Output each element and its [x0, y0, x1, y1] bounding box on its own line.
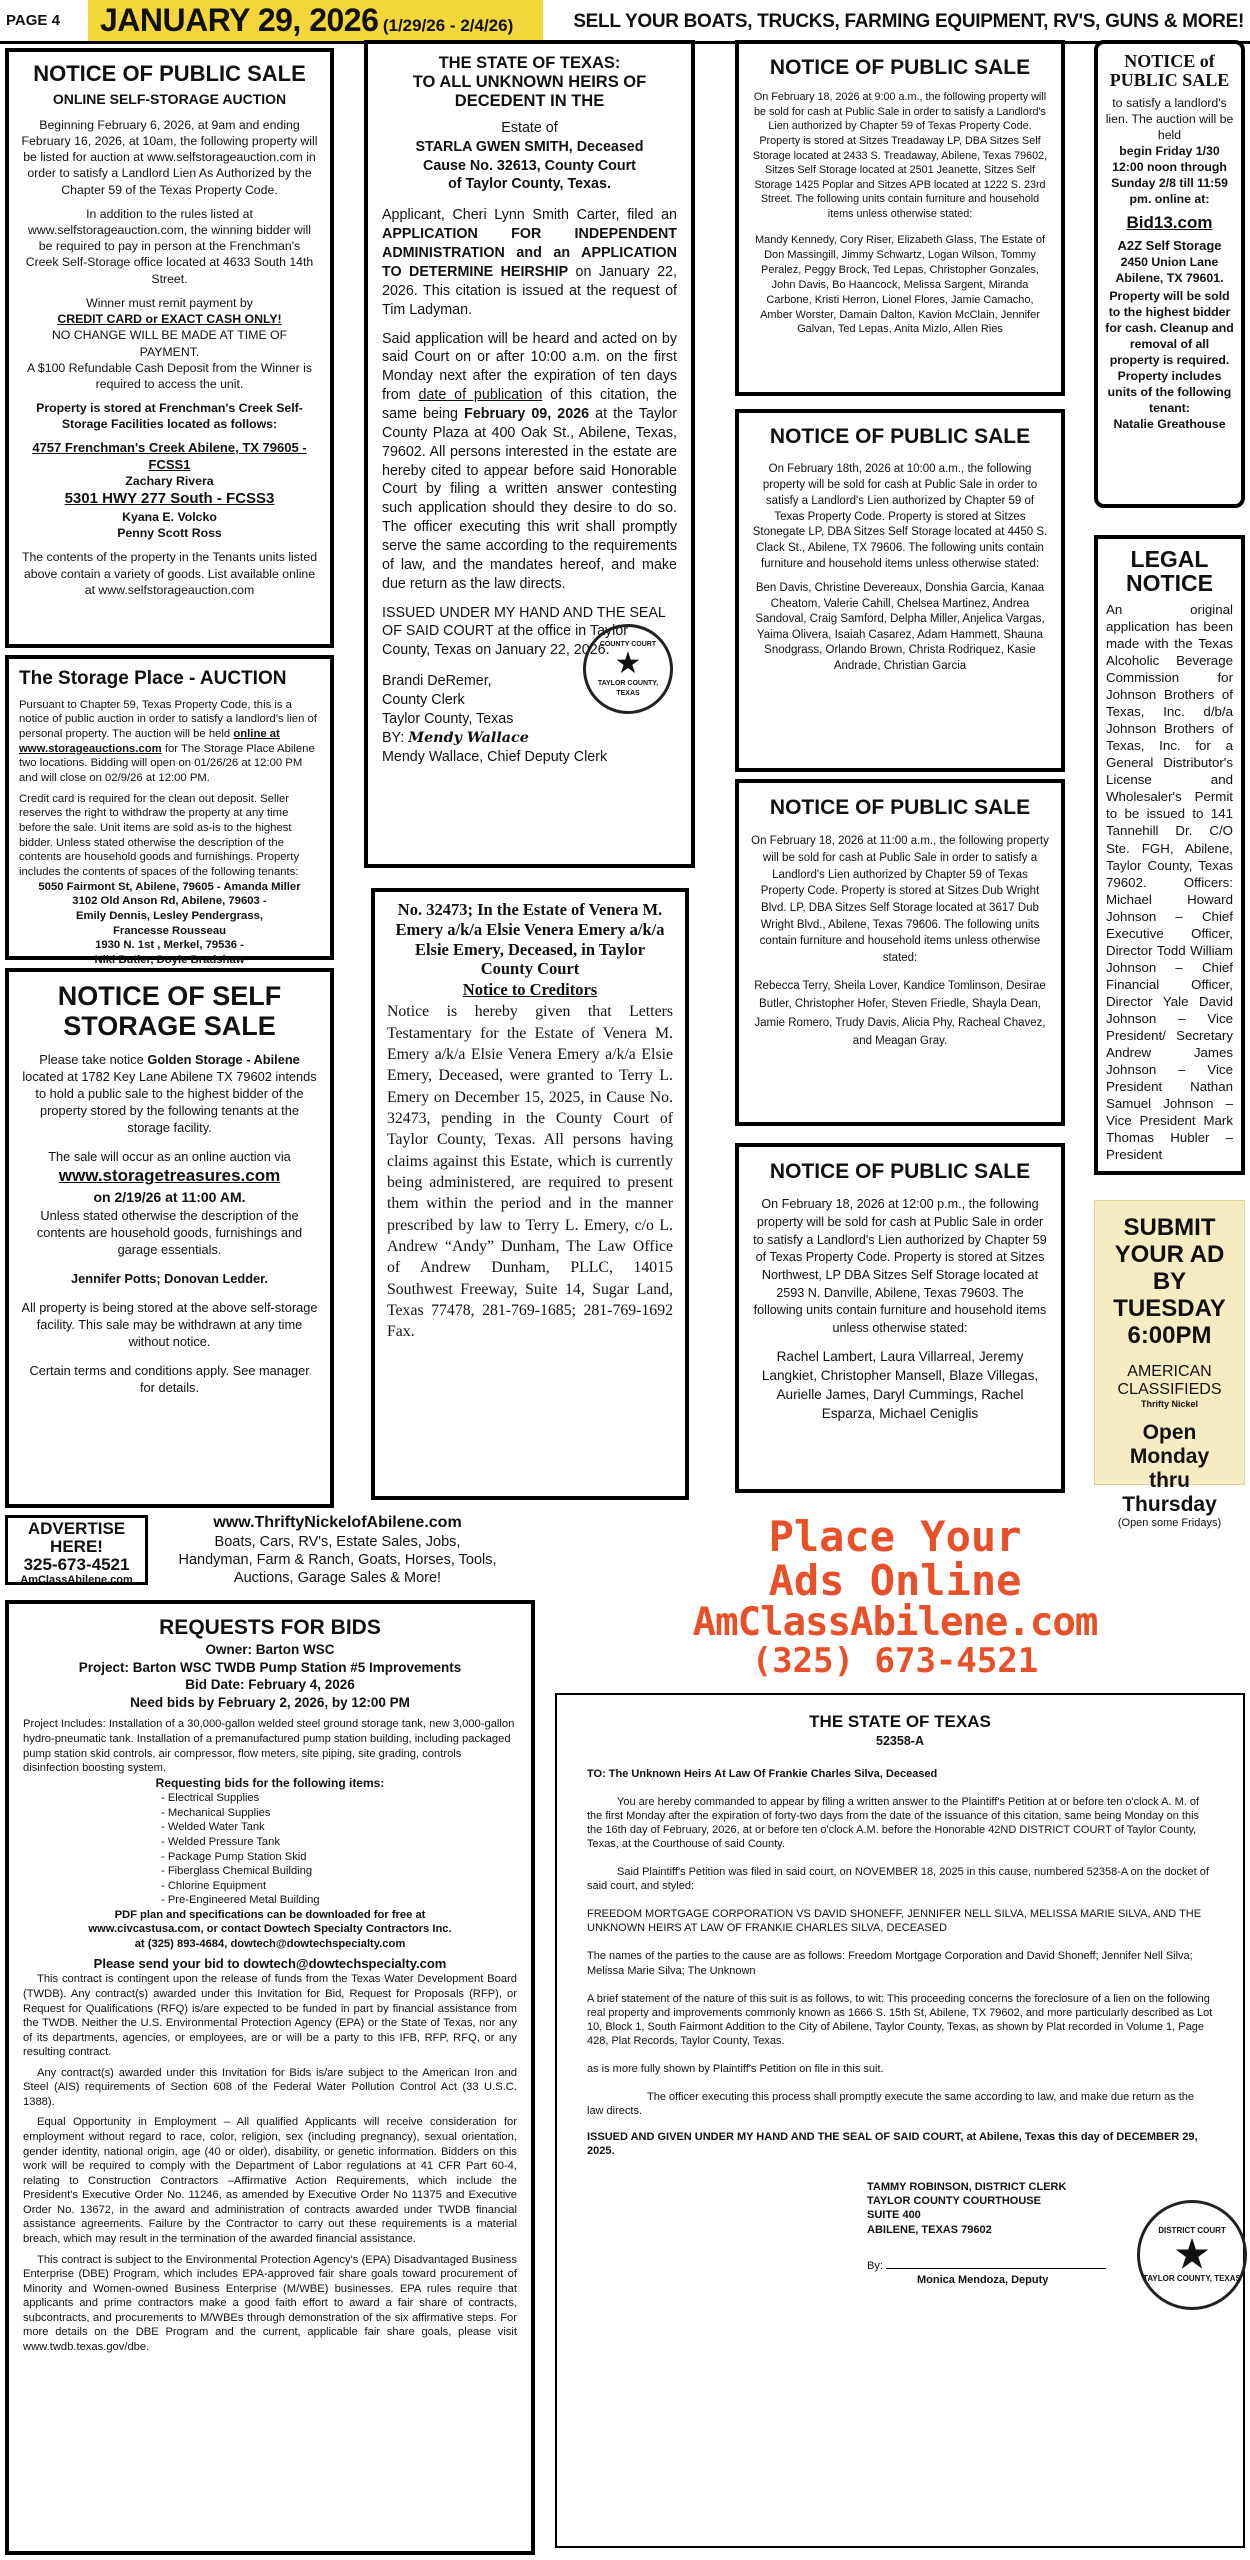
- paragraph: Unless stated otherwise the description of the contents are household goods, furnishings and garage essentials.: [36, 1207, 303, 1257]
- promo-text: TUESDAY: [1113, 1294, 1226, 1322]
- paragraph: Equal Opportunity in Employment – All qualified Applicants will receive consideration for employment without regard to race, color, religion, sex (including pregnancy), sexual orientation, gender identity, national origin, age (40 or older), disability, or genetic information. Bidders on this work will be required to comply with the Department of Labor regulations at 41 CFR Part 60-4, relating to Construction Contractors –Affirmative Action Requirements, which include the President's Executive Order No. 11246, as amended by Executive Order No 11375 and Executive Order No. 13672, in the award and administration of contracts awarded under TWDB financial assistance agreements. Failure by the Contractor to carry out these requirements is a material breach, which may result in the termination of the awarded financial assistance.: [23, 2116, 517, 2245]
- notice-selfstorage-auction: [5, 48, 334, 648]
- paragraph: Notice is hereby given that Letters Testamentary for the Estate of Venera M. Emery a/k/a Elsie Venera Emery a/k/a Elsie Emery, Deceased, were granted to Terry L. Emery on December 15, 2025, in Cause No. 32473, pending in the County Court of Taylor County, Texas. All persons having claims against this Estate, which is currently being administered, are required to present them within the period and in the manner prescribed by law to Terry L. Emery, c/o L. Andrew “Andy” Dunham, The Law Office of Andrew Dunham, PLLC, 14015 Southwest Freeway, Suite 14, Sugar Land, Texas 77478, 281-769-1685; 281-769-1692 Fax.: [387, 1003, 673, 1341]
- clerk-address: TAYLOR COUNTY COURTHOUSE: [867, 2195, 1041, 2208]
- advertise-site: AmClassAbilene.com: [20, 1574, 133, 1587]
- citation-heading: TO ALL UNKNOWN HEIRS OF DECEDENT IN THE: [412, 72, 647, 110]
- list-item: - Welded Pressure Tank: [161, 1836, 280, 1849]
- case-style: FREEDOM MORTGAGE CORPORATION VS DAVID SHONEFF, JENNIFER NELL SILVA, MELISSA MARIE SILVA, AND THE UNKNOWN HEIRS AT LAW OF FRANKIE CHARLES SILVA, DECEASED: [587, 1908, 1202, 1935]
- estate-label: Estate of: [501, 119, 558, 136]
- promo-hours: thru Thursday: [1122, 1469, 1217, 1517]
- clerk-title: County Clerk: [382, 691, 465, 708]
- bid-docs-info: PDF plan and specifications can be downloaded for free at: [114, 1908, 426, 1921]
- deputy-name: Monica Mendoza, Deputy: [917, 2273, 1049, 2286]
- issue-range: (1/29/26 - 2/4/26): [382, 16, 514, 35]
- location: 5301 HWY 277 South - FCSS3: [64, 490, 275, 508]
- thrifty-text: Auctions, Garage Sales & More!: [233, 1570, 442, 1587]
- list-item: - Package Pump Station Skid: [161, 1850, 307, 1863]
- seal-text: DISTRICT COURT: [1158, 2226, 1226, 2236]
- notice-subtitle: ONLINE SELF-STORAGE AUCTION: [52, 91, 287, 108]
- star-icon: ★: [614, 647, 642, 681]
- payment-requirement: CREDIT CARD or EXACT CASH ONLY!: [57, 312, 282, 327]
- promo-website: AmClassAbilene.com: [692, 1600, 1098, 1646]
- bid-submission: Please send your bid to dowtech@dowtechspecialty.com: [93, 1955, 447, 1971]
- paragraph: On February 18, 2026 at 12:00 p.m., the following property will be sold for cash at Public Sale in order to satisfy a Landlord's Lien authorized by Chapter 59 of Texas Property Code. Property is stored at Sitzes Northwest, LP DBA Sitzes Self Storage located at 2593 N. Danville, Abilene, Texas 79603. The following units contain furniture and household items unless otherwise stated:: [753, 1197, 1047, 1335]
- paragraph: Property will be sold to the highest bidder for cash. Cleanup and removal of all property is required. Property includes units of the following tenant:: [1105, 288, 1234, 415]
- paragraph: The names of the parties to the cause are as follows: Freedom Mortgage Corporation and David Shoneff; Jennifer Nell Silva; Melissa Marie Silva; The Unknown: [587, 1950, 1193, 1977]
- clerk-address: ABILENE, TEXAS 79602: [867, 2223, 992, 2236]
- tenant-name: Kyana E. Volcko: [122, 509, 217, 524]
- paragraph: of this citation, the same being: [382, 387, 677, 422]
- tenant-names: Ben Davis, Christine Devereaux, Donshia Garcia, Kanaa Cheatom, Valerie Cahill, Chelsea Martinez, Andrea Sandoval, Craig Samford, Delpha Miller, Anjelica Vargas, Yaima Olivera, Isaiah Casarez, Adam Hammett, Shauna Snodgrass, Orlando Brown, Christa Rodriquez, Kasie Andrade, Christian Garcia: [755, 581, 1045, 672]
- notice-title: NOTICE OF PUBLIC SALE: [769, 1160, 1031, 1183]
- estate-name: STARLA GWEN SMITH, Deceased: [415, 138, 644, 155]
- hearing-date: February 09, 2026: [464, 405, 590, 422]
- submit-ad-promo: [1094, 1200, 1245, 1530]
- facility-name: Golden Storage - Abilene: [147, 1052, 300, 1068]
- promo-brand: AMERICAN: [1127, 1363, 1212, 1381]
- paragraph: Winner must remit payment by: [86, 295, 253, 310]
- paragraph: located at 1782 Key Lane Abilene TX 79602 intends to hold a public sale to the highest bidder of the property stored by the following tenants at the storage facility.: [22, 1069, 317, 1136]
- facility-address: 2450 Union Lane Abilene, TX 79601.: [1115, 254, 1224, 285]
- bid-items-heading: Requesting bids for the following items:: [155, 1775, 385, 1790]
- paragraph: On February 18th, 2026 at 10:00 a.m., the following property will be sold for cash at Public Sale in order to satisfy a Landlord's Lien authorized by Chapter 59 of Texas Property Code. Property is stored at Sitzes Stonegate LP, DBA Sitzes Self Storage located at 4450 S. Clack St., Abilene, TX 79606. The following units contain furniture and household items unless otherwise stated:: [752, 462, 1048, 571]
- paragraph: You are hereby commanded to appear by filing a written answer to the Plaintiff's Petition at or before ten o'clock A. M. of the first Monday after the expiration of forty-two days from the date of the issuance of this citation, same being Monday on this the 16th day of February, 2026, at or before ten o'clock A.M. before the Honorable 42ND DISTRICT COURT of Taylor County, Texas, at the Courthouse of said County.: [587, 1795, 1200, 1851]
- promo-text: 6:00PM: [1127, 1321, 1212, 1349]
- thrifty-text: Boats, Cars, RV's, Estate Sales, Jobs,: [214, 1534, 461, 1550]
- sale-date: on 2/19/26 at 11:00 AM.: [93, 1189, 246, 1206]
- cause-number: Cause No. 32613, County Court: [423, 157, 636, 174]
- promo-hours-note: (Open some Fridays): [1117, 1517, 1222, 1530]
- paragraph: A $100 Refundable Cash Deposit from the Winner is required to access the unit.: [26, 360, 313, 391]
- thrifty-text: Handyman, Farm & Ranch, Goats, Horses, Tools,: [178, 1552, 497, 1569]
- issued-statement: ISSUED AND GIVEN UNDER MY HAND AND THE SEAL OF SAID COURT, at Abilene, Texas this day of DECEMBER 29, 2025.: [587, 2131, 1198, 2158]
- paragraph: on January 22, 2026. This citation is issued at the request of Tim Ladyman.: [382, 263, 677, 318]
- advertise-text: ADVERTISE: [27, 1519, 126, 1538]
- notice-title: NOTICE OF PUBLIC SALE: [769, 56, 1031, 79]
- location: 5050 Fairmont St, Abilene, 79605 - Amanda Miller: [38, 880, 301, 893]
- tenant-name: Penny Scott Ross: [117, 526, 222, 541]
- bid-docs-info: at (325) 893-4684, dowtech@dowtechspecialty.com: [134, 1937, 406, 1950]
- list-item: - Welded Water Tank: [161, 1821, 265, 1834]
- clerk-address: SUITE 400: [867, 2209, 921, 2222]
- cause-number: 52358-A: [876, 1733, 924, 1748]
- bid-docs-info: www.civcastusa.com, or contact Dowtech Specialty Contractors Inc.: [88, 1923, 452, 1936]
- notice-state-of-texas-silva: [555, 1693, 1245, 2548]
- advertise-phone: 325-673-4521: [23, 1554, 130, 1574]
- thrifty-url: www.ThriftyNickelofAbilene.com: [213, 1514, 462, 1531]
- paragraph: NO CHANGE WILL BE MADE AT TIME OF PAYMENT.: [51, 328, 288, 359]
- auction-url: online at www.storageauctions.com: [19, 728, 280, 755]
- paragraph: This contract is subject to the Environmental Protection Agency's (EPA) Disadvantaged Business Enterprise (DBE) Program, which includes EPA-approved fair share goals toward procurement of Minority and Women-owned Business Enterprise (M/WBE) businesses. EPA rules require that applicants and prime contractors make a good faith effort to award a fair share of contracts, subcontracts, and procurements to M/WBEs through demonstration of the six affirmative steps. For more details on the DBE Program and the current, applicable fair share goals, please visit www.twdb.texas.gov/dbe.: [23, 2253, 517, 2353]
- paragraph: ISSUED UNDER MY HAND AND THE SEAL OF SAID COURT at the office in Taylor County, Texas on January 22, 2026.: [382, 604, 666, 659]
- seal-text: TAYLOR COUNTY, TEXAS: [1143, 2274, 1241, 2284]
- paragraph: Credit card is required for the clean out deposit. Seller reserves the right to withdraw the property at any time before the sale. Unit items are sold as-is to the highest bidder. Unless stated otherwise the description of the contents are household goods and furnishings. Property includes the contents of spaces of the following tenants:: [19, 792, 300, 879]
- notice-state-of-texas-smith: [364, 40, 695, 868]
- by-label: By:: [867, 2259, 883, 2272]
- tenant-name: Zachary Rivera: [125, 473, 214, 488]
- header-tagline: SELL YOUR BOATS, TRUCKS, FARMING EQUIPMENT, RV'S, GUNS & MORE!: [573, 11, 1244, 32]
- list-item: - Fiberglass Chemical Building: [161, 1865, 313, 1878]
- location: 4757 Frenchman's Creek Abilene, TX 79605 - FCSS1: [32, 439, 307, 472]
- facility-name: A2Z Self Storage: [1117, 237, 1222, 253]
- paragraph: Applicant, Cheri Lynn Smith Carter, filed an: [382, 207, 677, 224]
- advertise-text: HERE!: [50, 1536, 103, 1556]
- list-item: - Chlorine Equipment: [161, 1879, 267, 1892]
- citation-title: THE STATE OF TEXAS: [809, 1712, 991, 1731]
- paragraph: This contract is contingent upon the release of funds from the Texas Water Development Board (TWDB). Any contract(s) awarded under this Invitation for Bid, Request for Proposals (RFP), or Request for Qualifications (RFQ) is/are expected to be funded in part by financial assistance from the TWDB. Neither the U.S. Environmental Protection Agency (EPA) or the State of Texas, nor any of its departments, agencies, or employees, are or will be a party to this IFB, RFP, RFQ, or any resulting contract.: [23, 1973, 517, 2059]
- tenant-names: Niki Butler, Doyle Bradshaw: [94, 954, 245, 967]
- promo-brand: CLASSIFIEDS: [1117, 1381, 1222, 1399]
- tenant-names: Rachel Lambert, Laura Villarreal, Jeremy Langkiet, Christopher Mansell, Blaze Villegas, Aurielle James, Daryl Cummings, Rachel Esparza, Michael Ceniglis: [761, 1349, 1039, 1422]
- bid-project: Project: Barton WSC TWDB Pump Station #5 Improvements: [78, 1659, 462, 1675]
- requests-for-bids: [5, 1600, 535, 2555]
- list-item: - Pre-Engineered Metal Building: [161, 1894, 320, 1907]
- clerk-county: Taylor County, Texas: [382, 710, 514, 727]
- promo-headline: Ads Online: [768, 1556, 1022, 1606]
- paragraph: On February 18, 2026 at 9:00 a.m., the following property will be sold for cash at Public Sale in order to satisfy a Landlord's Lien authorized by Chapter 59 of Texas Property Code. Property is stored at Sitzes Treadaway LP, DBA Sitzes Self Storage located at 2433 S. Treadaway, Abilene, Texas 79602, Sitzes Self Storage located at 2501 Jeanette, Sitzes Self Storage 1425 Poplar and Sitzes APB located at 1222 S. 23rd Street. The following units contain furniture and household items unless otherwise stated:: [752, 91, 1048, 220]
- paragraph: A brief statement of the nature of this suit is as follows, to wit: This proceeding concerns the foreclosure of a lien on the following real property and improvements commonly known as 1666 S. 15th St, Abilene, TX 79602, and more particularly described as Lot 10, Block 1, South Fairmont Addition to the City of Abilene, Taylor County, Texas, as shown by Plat recorded in Volume 1, Page 428, Plat Records, Taylor County, Texas.: [587, 1992, 1213, 2047]
- bid-deadline: Need bids by February 2, 2026, by 12:00 PM: [130, 1694, 410, 1710]
- advertise-here-box: [5, 1515, 148, 1585]
- legal-notice-tabc: [1094, 535, 1245, 1175]
- issue-date-banner: [88, 0, 543, 41]
- auction-url: www.storagetreasures.com: [58, 1166, 281, 1186]
- addressee: TO: The Unknown Heirs At Law Of Frankie Charles Silva, Deceased: [587, 1767, 938, 1780]
- star-icon: ★: [1174, 2234, 1210, 2277]
- auction-dates: begin Friday 1/30 12:00 noon through Sunday 2/8 till 11:59 pm. online at:: [1111, 143, 1228, 206]
- notice-title: NOTICE OF PUBLIC SALE: [769, 425, 1031, 448]
- paragraph: Beginning February 6, 2026, at 9am and ending February 16, 2026, at 10am, the following property will be listed for auction at www.selfstorageauction.com in order to satisfy a Landlord Lien As Authorized by the Chapter 59 of the Texas Property Code.: [21, 117, 318, 197]
- notice-self-storage-sale: [5, 968, 334, 1508]
- paragraph: An original application has been made with the Texas Alcoholic Beverage Commission for Johnson Brothers of Texas, Inc. d/b/a Johnson Brothers of Texas, Inc. for a General Distributor's License and Wholesaler's Permit to be issued to 141 Tannehill Dr. C/O Ste. FGH, Abilene, Taylor County, Texas 79602. Officers: Michael Howard Johnson – Chief Executive Officer, Director Todd William Johnson – Chief Financial Officer, Director Yale David Johnson – Vice President/ Secretary Andrew James Johnson – Vice President Nathan Samuel Johnson – Vice President Mark Thomas Hubler – President: [1106, 602, 1233, 1162]
- seal-text: COUNTY COURT: [599, 641, 657, 649]
- notice-title: NOTICE of: [1124, 51, 1215, 71]
- auction-url: Bid13.com: [1126, 212, 1213, 232]
- bid-date: Bid Date: February 4, 2026: [185, 1677, 355, 1693]
- deputy-name: Mendy Wallace, Chief Deputy Clerk: [382, 748, 608, 765]
- paragraph: date of publication: [418, 387, 543, 404]
- list-item: - Mechanical Supplies: [161, 1806, 271, 1819]
- court-name: of Taylor County, Texas.: [448, 176, 611, 193]
- promo-hours: Open Monday: [1129, 1421, 1210, 1469]
- paragraph: Property is stored at Frenchman's Creek Self-Storage Facilities located as follows:: [36, 401, 303, 432]
- signature: Mendy Wallace: [408, 729, 529, 746]
- notice-title: NOTICE OF PUBLIC SALE: [33, 61, 306, 86]
- list-item: - Electrical Supplies: [161, 1792, 260, 1805]
- notice-to-creditors-emery: [371, 888, 689, 1500]
- notice-sitzes-treadaway: [735, 40, 1065, 396]
- paragraph: In addition to the rules listed at www.selfstorageauction.com, the winning bidder will be required to pay in person at the Frenchman's Creek Self-Storage office located at 4633 South 14th Street.: [25, 206, 314, 286]
- paragraph: Any contract(s) awarded under this Invitation for Bids is/are subject to the American Iron and Steel (AIS) requirements of Section 608 of the Federal Water Pollution Control Act (33 U.S.C. 1388).: [23, 2066, 517, 2108]
- place-ads-online-promo: [545, 1512, 1245, 1685]
- promo-text: YOUR AD BY: [1114, 1240, 1225, 1295]
- paragraph: The contents of the property in the Tenants units listed above contain a variety of goods. List available online at www.selfstorageauction.com: [21, 550, 318, 597]
- tenant-names: Francesse Rousseau: [112, 924, 227, 937]
- paragraph: at the Taylor County Plaza at 400 Oak St., Abilene, Texas, 79602. All persons interested in the estate are hereby cited to appear before said Honorable Court by filing a written answer contesting such application should they desire to do so. The officer executing this writ shall promptly serve the same according to the requirements of law, and the mandates hereof, and make due return as the law directs.: [382, 405, 677, 592]
- notice-title: No. 32473; In the Estate of Venera M. Emery a/k/a Elsie Venera Emery a/k/a Elsie Emery, Deceased, in Taylor County Court: [395, 900, 665, 979]
- thrifty-nickel-promo: [160, 1513, 515, 1588]
- promo-text: SUBMIT: [1123, 1214, 1216, 1241]
- page-header: [0, 0, 1250, 44]
- promo-headline: Place Your: [768, 1512, 1022, 1561]
- notice-title: NOTICE OF SELF STORAGE SALE: [57, 981, 282, 1041]
- notice-subtitle: Notice to Creditors: [462, 980, 598, 1000]
- location: 3102 Old Anson Rd, Abilene, 79603 -: [72, 895, 267, 908]
- notice-title: NOTICE OF PUBLIC SALE: [769, 796, 1031, 819]
- notice-sitzes-northwest: [735, 1143, 1065, 1493]
- notice-sitzes-dub-wright: [735, 779, 1065, 1126]
- paragraph: Said application will be heard and acted on by said Court on or after 10:00 a.m. on the first Monday next after the expiration of ten days from: [382, 330, 677, 404]
- tenant-names: Emily Dennis, Lesley Pendergrass,: [75, 910, 264, 923]
- paragraph: as is more fully shown by Plaintiff's Petition on file in this suit.: [587, 2062, 884, 2075]
- notice-storage-place-auction: [5, 655, 334, 967]
- paragraph: Pursuant to Chapter 59, Texas Property Code, this is a notice of public auction in order to satisfy a landlord's lien of personal property. The auction will be held: [19, 698, 317, 741]
- tenant-names: Rebecca Terry, Sheila Lover, Kandice Tomlinson, Desirae Butler, Christopher Hofer, Steven Friedle, Shayla Dean, Jamie Romero, Trudy Davis, Alicia Phy, Racheal Chavez, and Meagan Gray.: [754, 979, 1046, 1047]
- promo-brand: Thrifty Nickel: [1140, 1399, 1198, 1410]
- clerk-name: Brandi DeRemer,: [382, 673, 492, 690]
- tenant-names: Jennifer Potts; Donovan Ledder.: [71, 1270, 268, 1286]
- issue-date: JANUARY 29, 2026: [100, 2, 379, 38]
- notice-title: REQUESTS FOR BIDS: [159, 1616, 381, 1639]
- paragraph: On February 18, 2026 at 11:00 a.m., the following property will be sold for cash at Public Sale in order to satisfy a Landlord's Lien authorized by Chapter 59 of Texas Property Code. Property is stored at Sitzes Dub Wright Blvd. LP, DBA Sitzes Self Storage located at 3617 Dub Wright Blvd., Abilene, Texas 79606. The following units contain furniture and household items unless otherwise stated:: [751, 835, 1049, 965]
- clerk-name: TAMMY ROBINSON, DISTRICT CLERK: [867, 2181, 1067, 2194]
- paragraph: The sale will occur as an online auction via: [48, 1149, 291, 1165]
- paragraph: to satisfy a landlord's lien. The auction will be held: [1105, 95, 1234, 142]
- paragraph: The officer executing this process shall promptly execute the same according to law, and make due return as the law directs.: [587, 2091, 1195, 2118]
- bid-items-list: [23, 1791, 517, 1908]
- county-court-seal: [583, 624, 673, 714]
- notice-title: PUBLIC SALE: [1109, 69, 1230, 90]
- application-type: APPLICATION FOR INDEPENDENT ADMINISTRATION and an APPLICATION TO DETERMINE HEIRSHIP: [382, 226, 677, 280]
- bid-owner: Owner: Barton WSC: [205, 1642, 335, 1658]
- paragraph: Please take notice: [39, 1052, 144, 1068]
- location: 1930 N. 1st , Merkel, 79536 -: [95, 939, 244, 952]
- paragraph: Said Plaintiff's Petition was filed in said court, on NOVEMBER 18, 2025 in this cause, numbered 52358-A on the docket of said court, and styled:: [587, 1866, 1209, 1893]
- seal-text: TAYLOR COUNTY, TEXAS: [597, 680, 659, 697]
- paragraph: for The Storage Place Abilene two locations. Bidding will open on 01/26/26 at 12:00 PM and will close on 02/9/26 at 12:00 PM.: [19, 742, 315, 785]
- tenant-name: Natalie Greathouse: [1113, 416, 1226, 431]
- notice-title: LEGAL NOTICE: [1126, 546, 1213, 597]
- page-number: PAGE 4: [6, 12, 60, 29]
- by-label: BY:: [382, 729, 405, 746]
- citation-heading: THE STATE OF TEXAS:: [438, 54, 621, 72]
- tenant-names: Mandy Kennedy, Cory Riser, Elizabeth Glass, The Estate of Don Massingill, Jimmy Schwartz, Logan Wilson, Tommy Peralez, Peggy Brock, Ted Lepas, Christopher Gonzales, John Davis, Bo Haancock, Melissa Sargent, Miranda Carbone, Kristi Herron, Lionel Flores, Jamie Camacho, Amber Worster, Damain Dalton, Kavion McClain, Jennifer Galvan, Ted Lepas, Anita Mizlo, Allen Ries: [754, 234, 1045, 336]
- paragraph: All property is being stored at the above self-storage facility. This sale may be withdrawn at any time without notice.: [21, 1299, 318, 1349]
- notice-sitzes-stonegate: [735, 409, 1065, 772]
- district-court-seal: [1137, 2200, 1247, 2310]
- notice-a2z-public-sale: [1094, 40, 1245, 508]
- promo-phone: (325) 673-4521: [751, 1641, 1039, 1682]
- paragraph: Certain terms and conditions apply. See manager for details.: [29, 1362, 310, 1395]
- notice-title: The Storage Place - AUCTION: [19, 668, 287, 689]
- paragraph: Project Includes: Installation of a 30,000-gallon welded steel ground storage tank, new 3,000-gallon hydro-pneumatic tank. Installation of a premanufactured pump station building, including packaged pump station skid controls, air compressor, flow meters, site piping, site grading, controls disinfection boosting system.: [23, 1718, 515, 1775]
